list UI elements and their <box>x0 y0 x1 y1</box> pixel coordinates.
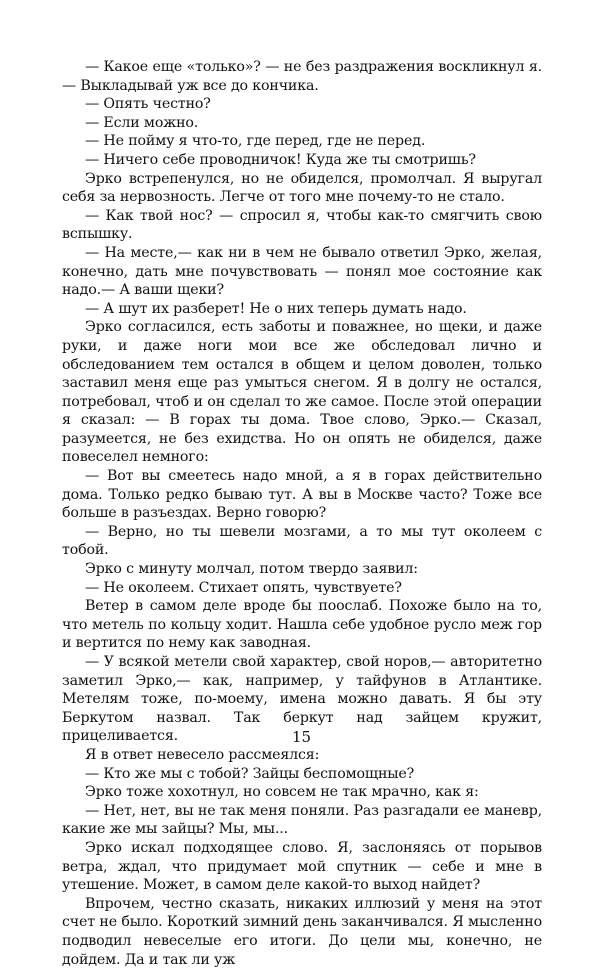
text-body <box>62 58 542 969</box>
paragraph: — Кто же мы с тобой? Зайцы беспомощные? <box>85 765 415 782</box>
paragraph: Эрко с минуту молчал, потом твердо заявил: <box>85 561 418 578</box>
page-number: 15 <box>291 728 312 746</box>
paragraph: — У всякой метели свой характер, свой норов,— авторитетно заметил Эрко,— как, например, у тайфунов в Атлантике. Метелям тоже, по-моему, имена можно давать. Я бы эту Беркутом назвал. Так беркут над зайцем кружит, прицеливается. <box>62 654 542 745</box>
paragraph: Я в ответ невесело рассмеялся: <box>85 746 320 763</box>
paragraph: Ветер в самом деле вроде бы пооcлаб. Похоже было на то, что метель по кольцу ходит. Нашла себе удобное русло меж гор и вертится по нему как заводная. <box>62 598 542 652</box>
paragraph: Эрко тоже хохотнул, но совсем не так мрачно, как я: <box>85 784 479 801</box>
paragraph: — Как твой нос? — спросил я, чтобы как-то смягчить свою вспышку. <box>62 207 542 243</box>
paragraph: — Не околеем. Стихает опять, чувствуете? <box>85 579 402 596</box>
paragraph: Впрочем, честно сказать, никаких иллюзий у меня на этот счет не было. Короткий зимний день заканчивался. Я мысленно подводил невеселые его итоги. До цели мы, конечно, не дойдем. Да и так ли уж <box>62 895 542 968</box>
paragraph: — Нет, нет, вы не так меня поняли. Раз разгадали ее маневр, какие же мы зайцы? Мы, мы... <box>62 802 542 838</box>
paragraph: Эрко искал подходящее слово. Я, заслоняясь от порывов ветра, ждал, что придумает мой спутник — себе и мне в утешение. Может, в самом деле какой-то выход найдет? <box>62 839 542 894</box>
paragraph: — Опять честно? <box>85 96 211 113</box>
paragraph: — А шут их разберет! Не о них теперь думать надо. <box>85 300 467 317</box>
paragraph: — Какое еще «только»? — не без раздражения воскликнул я.— Выкладывай уж все до кончика. <box>62 59 542 94</box>
paragraph: Эрко встрепенулся, но не обиделся, промолчал. Я выругал себя за нервозность. Легче от того мне почему-то не стало. <box>62 170 542 206</box>
paragraph: Эрко согласился, есть заботы и поважнее, но щеки, и даже руки, и даже ноги мои все же обследовал лично и обследованием тем остался в общем и целом доволен, только заставил меня еще раз умыться снегом. Я в долгу не остался, потребовал, чтоб и он сделал то же самое. После этой операции я сказал: — В горах ты дома. Твое слово, Эрко.— Сказал, разумеется, не без ехидства. Но он опять не обиделся, даже повеселел немного: <box>62 319 542 466</box>
paragraph: — Если можно. <box>85 114 199 131</box>
paragraph: — Вот вы смеетесь надо мной, а я в горах действительно дома. Только редко бываю тут. А вы в Москве часто? Тоже все больше в разъездах. Верно говорю? <box>62 468 542 522</box>
paragraph: — Ничего себе проводничок! Куда же ты смотришь? <box>85 151 476 168</box>
paragraph: — Верно, но ты шевели мозгами, а то мы тут околеем с тобой. <box>62 523 542 559</box>
paragraph: — На месте,— как ни в чем не бывало ответил Эрко, желая, конечно, дать мне почувствовать — понял мое состояние как надо.— А ваши щеки? <box>62 244 542 299</box>
paragraph: — Не пойму я что-то, где перед, где не перед. <box>85 133 426 150</box>
